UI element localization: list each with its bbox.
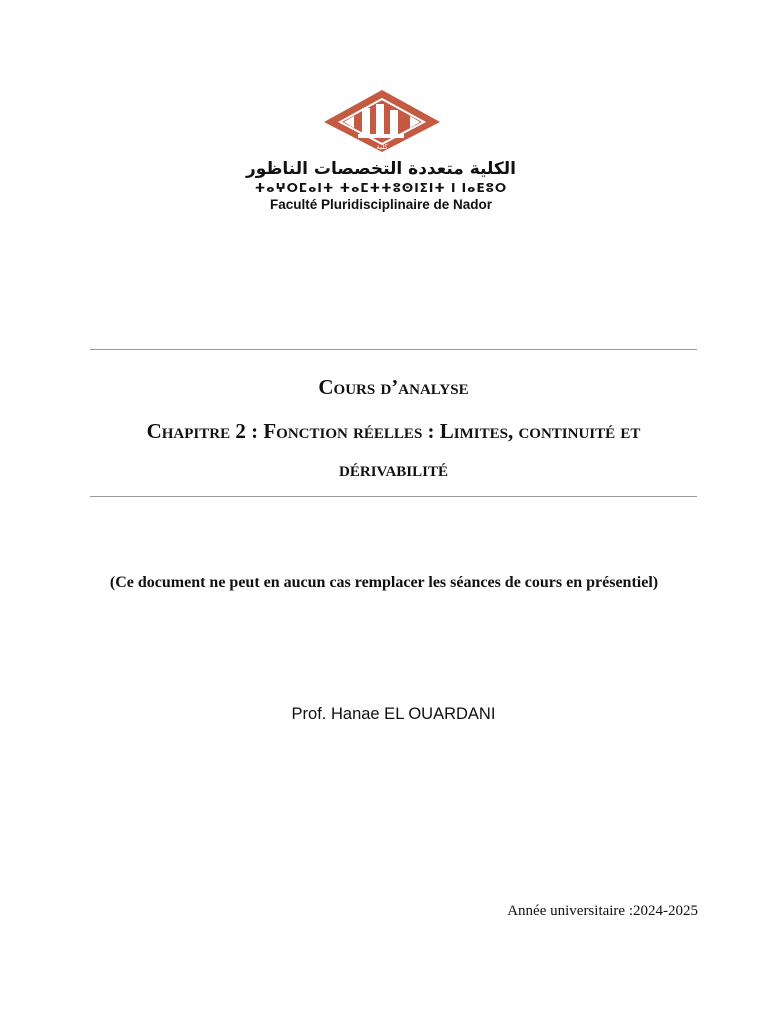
- academic-year: Année universitaire :2024-2025: [507, 903, 698, 919]
- bottom-divider: [90, 496, 697, 497]
- top-divider: [90, 349, 697, 350]
- faculty-logo: [236, 86, 532, 216]
- emblem-text: كلية: [376, 143, 388, 151]
- chapter-title: Chapitre 2 : Fonction réelles : Limites, continuité et dérivabilité: [146, 419, 641, 481]
- course-title: Cours d’analyse: [318, 375, 469, 399]
- title-block: [90, 372, 697, 488]
- faculty-name-french: Faculté Pluridisciplinaire de Nador: [269, 197, 493, 212]
- disclaimer-notice: (Ce document ne peut en aucun cas remplacer les séances de cours en présentiel): [109, 574, 659, 591]
- faculty-name-tifinagh: ⵜⴰⵖⵔⵎⴰⵏⵜ ⵜⴰⵎⵜⵜⵓⵙⵏⵉⵏⵜ ⵏ ⵏⴰⴹⵓⵔ: [254, 181, 508, 195]
- faculty-emblem-icon: [314, 86, 450, 158]
- faculty-name-arabic: الكلية متعددة التخصصات الناظور: [245, 159, 517, 179]
- author-name: Prof. Hanae EL OUARDANI: [291, 705, 496, 723]
